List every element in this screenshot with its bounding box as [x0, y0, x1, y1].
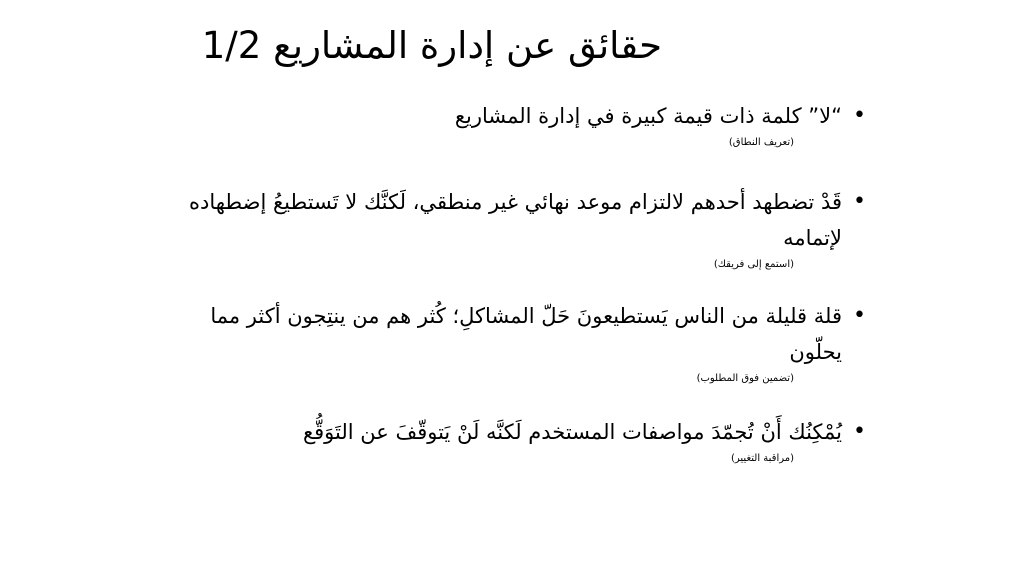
bullet-dot-icon: • [853, 103, 866, 128]
bullet-item [164, 298, 866, 414]
bullet-dot-icon: • [853, 303, 866, 328]
bullet-list [164, 98, 866, 474]
slide-title: حقائق عن إدارة المشاريع 1/2 [201, 24, 662, 67]
bullet-dot-icon: • [853, 419, 866, 444]
bullet-note: (استمع إلى فريقك) [713, 259, 794, 270]
bullet-item [164, 98, 866, 184]
bullet-note: (تضمين فوق المطلوب) [696, 373, 794, 384]
bullet-text: يُمْكِنُك أَنْ تُجمّدَ مواصفات المستخدم لَكنَّه لَنْ يَتوقّفَ عن التَوَقُّع [302, 420, 842, 444]
bullet-text: قلة قليلة من الناس يَستطيعونَ حَلّ المشاكلِ؛ كُثر هم من ينتِجون أكثر مما يحلّون [210, 304, 842, 364]
bullet-item [164, 414, 866, 474]
bullet-note: (تعريف النطاق) [728, 137, 794, 148]
bullet-item [164, 184, 866, 298]
bullet-dot-icon: • [853, 189, 866, 214]
bullet-text: قَدْ تضطهد أحدهم لالتزام موعد نهائي غير منطقي، لَكنَّك لا تَستطيعُ إضطهاده لإتمامه [188, 190, 842, 250]
bullet-text: “لا” كلمة ذات قيمة كبيرة في إدارة المشاريع [454, 104, 842, 128]
bullet-note: (مراقبة التغيير) [730, 453, 794, 464]
